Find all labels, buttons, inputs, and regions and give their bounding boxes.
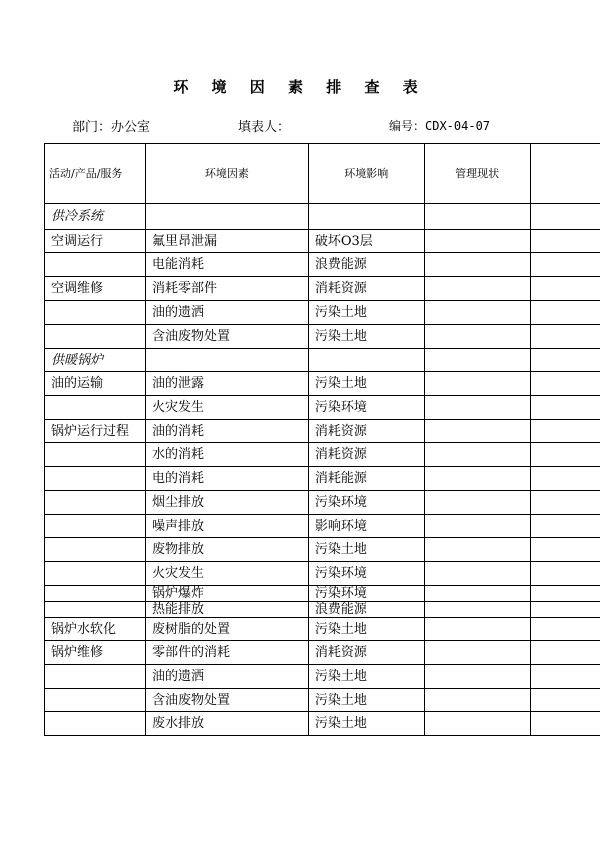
impact-cell: 污染土地	[308, 325, 424, 349]
impact-cell: 消耗能源	[308, 467, 424, 491]
page-title: 环 境 因 素 排 查 表	[173, 78, 427, 96]
table-cell-empty	[530, 372, 600, 396]
table-row	[45, 641, 600, 665]
table-row	[45, 420, 600, 443]
status-cell	[424, 467, 530, 491]
activity-cell	[45, 301, 146, 325]
table-body	[45, 144, 600, 736]
table-row	[45, 277, 600, 301]
activity-cell	[45, 665, 146, 689]
table-cell-empty	[530, 689, 600, 712]
factor-cell: 废物排放	[145, 538, 308, 562]
table-cell-empty	[530, 204, 600, 230]
column-header-factor: 环境因素	[145, 144, 308, 204]
table-row	[45, 712, 600, 736]
table-row	[45, 515, 600, 538]
factor-cell: 含油废物处置	[145, 689, 308, 712]
table-cell-empty	[530, 277, 600, 301]
activity-cell	[45, 689, 146, 712]
table-cell-empty	[530, 144, 600, 204]
activity-cell	[45, 253, 146, 277]
status-cell	[424, 349, 530, 372]
factor-cell: 含油废物处置	[145, 325, 308, 349]
status-cell	[424, 491, 530, 515]
table-row	[45, 325, 600, 349]
table-row	[45, 253, 600, 277]
table-cell-empty	[530, 562, 600, 586]
activity-cell: 油的运输	[45, 372, 146, 396]
factor-cell: 废树脂的处置	[145, 618, 308, 641]
table-cell-empty	[530, 253, 600, 277]
table-row	[45, 491, 600, 515]
impact-cell: 污染环境	[308, 396, 424, 420]
factor-cell	[145, 349, 308, 372]
status-cell	[424, 586, 530, 602]
filler-label: 填表人：	[238, 120, 291, 135]
factor-cell: 烟尘排放	[145, 491, 308, 515]
status-cell	[424, 204, 530, 230]
status-cell	[424, 420, 530, 443]
status-cell	[424, 443, 530, 467]
activity-cell	[45, 602, 146, 618]
impact-cell: 污染土地	[308, 301, 424, 325]
status-cell	[424, 665, 530, 689]
status-cell	[424, 641, 530, 665]
factor-cell: 废水排放	[145, 712, 308, 736]
table-cell-empty	[530, 712, 600, 736]
activity-cell	[45, 443, 146, 467]
impact-cell: 污染环境	[308, 586, 424, 602]
table-cell-empty	[530, 618, 600, 641]
status-cell	[424, 712, 530, 736]
impact-cell: 浪费能源	[308, 253, 424, 277]
factor-cell	[145, 204, 308, 230]
factor-cell: 火灾发生	[145, 562, 308, 586]
factor-cell: 油的消耗	[145, 420, 308, 443]
impact-cell: 破坏O3层	[308, 230, 424, 253]
factor-cell: 油的遗洒	[145, 301, 308, 325]
impact-cell: 污染环境	[308, 491, 424, 515]
table-row	[45, 618, 600, 641]
status-cell	[424, 301, 530, 325]
table-row	[45, 230, 600, 253]
table-cell-empty	[530, 538, 600, 562]
table-row	[45, 467, 600, 491]
impact-cell: 消耗资源	[308, 443, 424, 467]
status-cell	[424, 515, 530, 538]
factor-cell: 水的消耗	[145, 443, 308, 467]
section-row	[45, 349, 600, 372]
activity-cell	[45, 562, 146, 586]
status-cell	[424, 538, 530, 562]
status-cell	[424, 372, 530, 396]
factor-cell: 油的泄露	[145, 372, 308, 396]
status-cell	[424, 562, 530, 586]
table-row	[45, 562, 600, 586]
status-cell	[424, 396, 530, 420]
column-header-status: 管理现状	[424, 144, 530, 204]
section-heading: 供冷系统	[45, 204, 146, 230]
document-number: 编号：CDX-04-07	[389, 119, 491, 133]
status-cell	[424, 230, 530, 253]
column-header-activity: 活动/产品/服务	[45, 144, 146, 204]
status-cell	[424, 602, 530, 618]
factor-cell: 锅炉爆炸	[145, 586, 308, 602]
table-row	[45, 586, 600, 602]
section-row	[45, 204, 600, 230]
table-cell-empty	[530, 420, 600, 443]
table-cell-empty	[530, 349, 600, 372]
impact-cell: 污染环境	[308, 562, 424, 586]
table-cell-empty	[530, 467, 600, 491]
table-cell-empty	[530, 230, 600, 253]
environment-factor-table	[44, 143, 600, 736]
column-header-impact: 环境影响	[308, 144, 424, 204]
impact-cell: 污染土地	[308, 618, 424, 641]
table-cell-empty	[530, 641, 600, 665]
impact-cell: 污染土地	[308, 538, 424, 562]
table-cell-empty	[530, 586, 600, 602]
activity-cell	[45, 467, 146, 491]
factor-cell: 电的消耗	[145, 467, 308, 491]
table-cell-empty	[530, 325, 600, 349]
activity-cell: 锅炉维修	[45, 641, 146, 665]
table-cell-empty	[530, 602, 600, 618]
activity-cell	[45, 325, 146, 349]
status-cell	[424, 618, 530, 641]
impact-cell: 消耗资源	[308, 641, 424, 665]
impact-cell: 影响环境	[308, 515, 424, 538]
table-row	[45, 301, 600, 325]
impact-cell: 污染土地	[308, 372, 424, 396]
impact-cell	[308, 204, 424, 230]
table-cell-empty	[530, 443, 600, 467]
table-header-row	[45, 144, 600, 204]
table-cell-empty	[530, 301, 600, 325]
activity-cell: 锅炉运行过程	[45, 420, 146, 443]
factor-cell: 零部件的消耗	[145, 641, 308, 665]
table-row	[45, 372, 600, 396]
impact-cell	[308, 349, 424, 372]
activity-cell	[45, 712, 146, 736]
impact-cell: 浪费能源	[308, 602, 424, 618]
section-heading: 供暖锅炉	[45, 349, 146, 372]
impact-cell: 消耗资源	[308, 277, 424, 301]
impact-cell: 污染土地	[308, 689, 424, 712]
activity-cell: 锅炉水软化	[45, 618, 146, 641]
activity-cell	[45, 538, 146, 562]
factor-cell: 热能排放	[145, 602, 308, 618]
status-cell	[424, 277, 530, 301]
activity-cell	[45, 586, 146, 602]
activity-cell: 空调维修	[45, 277, 146, 301]
status-cell	[424, 689, 530, 712]
impact-cell: 污染土地	[308, 665, 424, 689]
activity-cell	[45, 491, 146, 515]
table-row	[45, 538, 600, 562]
activity-cell	[45, 396, 146, 420]
status-cell	[424, 325, 530, 349]
factor-cell: 消耗零部件	[145, 277, 308, 301]
factor-cell: 电能消耗	[145, 253, 308, 277]
table-row	[45, 665, 600, 689]
table-cell-empty	[530, 491, 600, 515]
table-cell-empty	[530, 396, 600, 420]
table-row	[45, 396, 600, 420]
table-row	[45, 602, 600, 618]
impact-cell: 污染土地	[308, 712, 424, 736]
status-cell	[424, 253, 530, 277]
table-row	[45, 443, 600, 467]
impact-cell: 消耗资源	[308, 420, 424, 443]
factor-cell: 油的遗洒	[145, 665, 308, 689]
activity-cell: 空调运行	[45, 230, 146, 253]
factor-cell: 氟里昂泄漏	[145, 230, 308, 253]
department-label: 部门：办公室	[72, 120, 151, 135]
table-cell-empty	[530, 665, 600, 689]
activity-cell	[45, 515, 146, 538]
table-cell-empty	[530, 515, 600, 538]
factor-cell: 噪声排放	[145, 515, 308, 538]
table-row	[45, 689, 600, 712]
factor-cell: 火灾发生	[145, 396, 308, 420]
